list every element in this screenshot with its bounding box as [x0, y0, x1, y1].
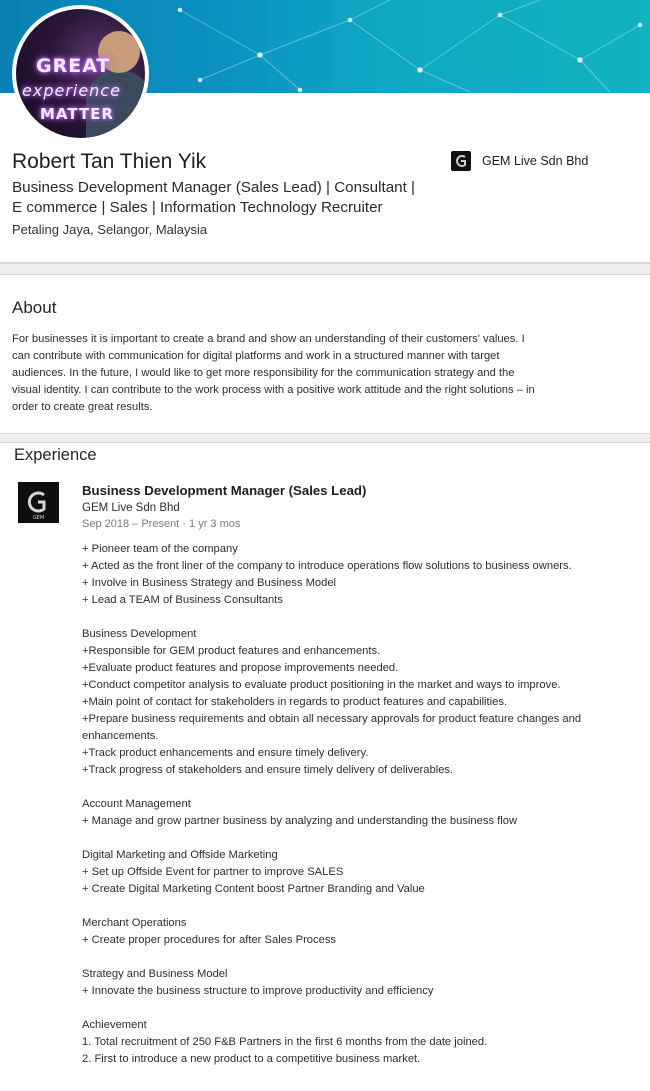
description-line: +Conduct competitor analysis to evaluate product positioning in the market and ways to improve. [82, 679, 561, 691]
description-line: + Lead a TEAM of Business Consultants [82, 594, 283, 606]
description-line [82, 898, 622, 915]
description-line: Achievement [82, 1019, 147, 1031]
description-line: Merchant Operations [82, 917, 187, 929]
section-divider [0, 263, 650, 275]
gem-logo-text: GEM [32, 515, 45, 521]
avatar-photo [16, 9, 145, 138]
description-line: + Innovate the business structure to improve productivity and efficiency [82, 985, 434, 997]
description-line [82, 609, 622, 626]
description-line: +Track product enhancements and ensure timely delivery. [82, 747, 369, 759]
description-line: + Pioneer team of the company [82, 543, 238, 555]
job-description [82, 541, 622, 1068]
description-line [82, 1000, 622, 1017]
section-divider [0, 433, 650, 443]
description-line: Business Development [82, 628, 197, 640]
experience-title: Experience [14, 446, 97, 464]
avatar-neon-text: experience [22, 81, 121, 100]
description-line: +Evaluate product features and propose improvements needed. [82, 662, 399, 674]
profile-headline: Business Development Manager (Sales Lead) | Consultant | E commerce | Sales | Information Technology Recruiter [12, 179, 415, 216]
description-line: + Set up Offside Event for partner to improve SALES [82, 866, 344, 878]
description-line: +Track progress of stakeholders and ensure timely delivery of deliverables. [82, 764, 454, 776]
description-line [82, 830, 622, 847]
avatar-neon-text: GREAT [36, 55, 111, 77]
description-line: + Manage and grow partner business by analyzing and understanding the business flow [82, 815, 518, 827]
avatar-neon-text: MATTER [40, 105, 114, 123]
description-line: Strategy and Business Model [82, 968, 228, 980]
profile-avatar[interactable] [12, 5, 149, 142]
description-line [82, 949, 622, 966]
company-logo-icon[interactable] [451, 151, 471, 171]
description-line: 1. Total recruitment of 250 F&B Partners in the first 6 months from the date joined. [82, 1036, 488, 1048]
description-line: +Main point of contact for stakeholders in regards to product features and capabilities. [82, 696, 508, 708]
description-line: 2. First to introduce a new product to a competitive business market. [82, 1053, 421, 1065]
description-line [82, 779, 622, 796]
description-line: + Acted as the front liner of the company to introduce operations flow solutions to business owners. [82, 560, 572, 572]
job-dates: Sep 2018 – Present · 1 yr 3 mos [82, 518, 241, 530]
description-line: +Responsible for GEM product features and enhancements. [82, 645, 381, 657]
description-line: Account Management [82, 798, 191, 810]
description-line: +Prepare business requirements and obtain all necessary approvals for product feature changes and enhancements. [82, 713, 585, 742]
profile-location: Petaling Jaya, Selangor, Malaysia [12, 222, 208, 237]
profile-name: Robert Tan Thien Yik [12, 150, 207, 173]
description-line: + Create Digital Marketing Content boost Partner Branding and Value [82, 883, 425, 895]
description-line: Digital Marketing and Offside Marketing [82, 849, 278, 861]
about-title: About [12, 298, 57, 317]
current-company-link[interactable]: GEM Live Sdn Bhd [482, 154, 589, 168]
description-line: + Create proper procedures for after Sales Process [82, 934, 337, 946]
about-text: For businesses it is important to create a brand and show an understanding of their customers' values. I can contribute with communication for digital platforms and work in a structured manner with target audiences. In the future, I would like to get more responsibility for the communication strategy and the visual identity. I can contribute to the work process with a positive work attitude and the right solutions – in order to create great results. [12, 333, 535, 413]
gem-logo-icon[interactable] [18, 482, 59, 523]
job-title[interactable]: Business Development Manager (Sales Lead) [82, 483, 367, 498]
job-company: GEM Live Sdn Bhd [82, 502, 180, 514]
description-line: + Involve in Business Strategy and Business Model [82, 577, 337, 589]
